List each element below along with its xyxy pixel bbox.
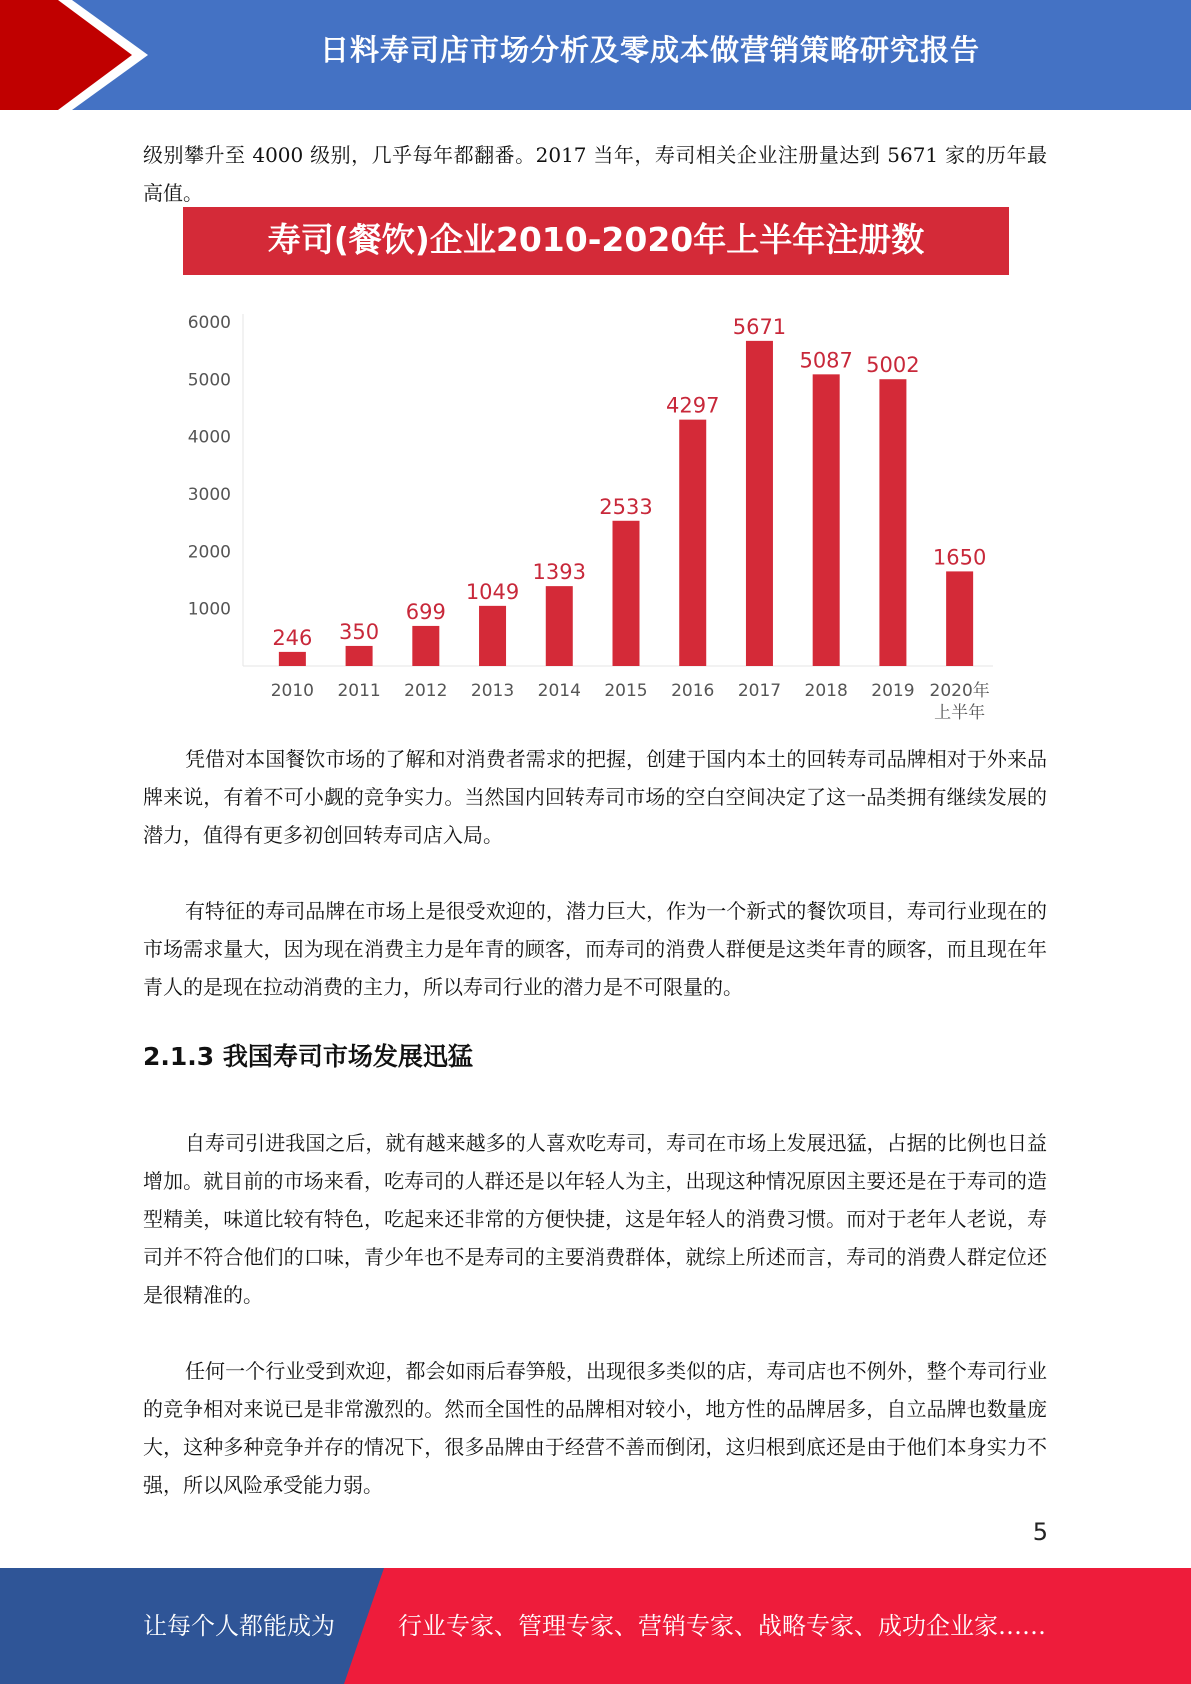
y-tick-label: 3000	[187, 485, 231, 505]
intro-paragraph: 级别攀升至 4000 级别，几乎每年都翻番。2017 当年，寿司相关企业注册量达到 5671 家的历年最高值。	[143, 143, 1047, 205]
bar	[279, 652, 306, 666]
footer-slogan-left: 让每个人都能成为	[143, 1612, 335, 1640]
x-tick-label: 2014	[537, 681, 581, 701]
footer-slogan-right: 行业专家、管理专家、营销专家、战略专家、成功企业家……	[398, 1612, 1046, 1640]
bar	[679, 420, 706, 666]
page-header	[0, 0, 1191, 110]
paragraph-3: 自寿司引进我国之后，就有越来越多的人喜欢吃寿司，寿司在市场上发展迅猛，占据的比例也日益增加。就目前的市场来看，吃寿司的人群还是以年轻人为主，出现这种情况原因主要还是在于寿司的造型精美，味道比较有特色，吃起来还非常的方便快捷，这是年轻人的消费习惯。而对于老年人老说，寿司并不符合他们的口味，青少年也不是寿司的主要消费群体，就综上所述而言，寿司的消费人群定位还是很精准的。	[143, 1131, 1047, 1307]
x-tick-label: 2010	[270, 681, 314, 701]
x-tick-label: 2020年	[929, 681, 990, 701]
x-tick-label: 2012	[404, 681, 448, 701]
page-footer	[0, 1568, 1191, 1684]
registration-bar-chart	[183, 290, 1009, 720]
x-tick-label: 2013	[470, 681, 515, 701]
y-tick-label: 4000	[187, 427, 231, 448]
paragraph-2: 有特征的寿司品牌在市场上是很受欢迎的，潜力巨大，作为一个新式的餐饮项目，寿司行业现在的市场需求量大，因为现在消费主力是年青的顾客，而寿司的消费人群便是这类年青的顾客，而且现在年青人的是现在拉动消费的主力，所以寿司行业的潜力是不可限量的。	[143, 899, 1047, 999]
bar-value-label: 1049	[465, 579, 520, 604]
section-heading: 2.1.3 我国寿司市场发展迅猛	[143, 1042, 473, 1071]
bar-value-label: 5671	[732, 314, 787, 339]
report-title: 日料寿司店市场分析及零成本做营销策略研究报告	[319, 33, 980, 67]
x-tick-label: 2015	[604, 681, 648, 701]
x-tick-label: 2011	[337, 681, 381, 701]
bar-value-label: 5087	[799, 348, 853, 373]
bar-value-label: 699	[405, 599, 446, 624]
paragraph-4: 任何一个行业受到欢迎，都会如雨后春笋般，出现很多类似的店，寿司店也不例外，整个寿司行业的竞争相对来说已是非常激烈的。然而全国性的品牌相对较小，地方性的品牌居多，自立品牌也数量庞大，这种多种竞争并存的情况下，很多品牌由于经营不善而倒闭，这归根到底还是由于他们本身实力不强，所以风险承受能力弱。	[143, 1359, 1047, 1497]
bar	[613, 521, 640, 666]
bar-value-label: 350	[339, 619, 380, 644]
y-tick-label: 6000	[187, 313, 231, 333]
y-tick-label: 1000	[187, 599, 231, 620]
paragraph-1: 凭借对本国餐饮市场的了解和对消费者需求的把握，创建于国内本土的回转寿司品牌相对于外来品牌来说，有着不可小觑的竞争实力。当然国内回转寿司市场的空白空间决定了这一品类拥有继续发展的潜力，值得有更多初创回转寿司店入局。	[143, 747, 1047, 847]
bar-value-label: 1650	[932, 545, 987, 570]
bar-value-label: 1393	[532, 560, 586, 585]
x-tick-label: 上半年	[934, 703, 986, 720]
x-tick-label: 2016	[671, 681, 715, 701]
bar	[412, 626, 439, 666]
y-tick-label: 2000	[187, 542, 231, 563]
page-number: 5	[1032, 1518, 1048, 1546]
bar	[813, 374, 840, 666]
bar	[946, 571, 973, 666]
chart-title-banner	[183, 207, 1009, 275]
bar	[546, 586, 573, 666]
bar-value-label: 246	[272, 625, 313, 650]
bar-value-label: 5002	[866, 353, 920, 378]
bar-value-label: 4297	[666, 393, 720, 418]
y-tick-label: 5000	[187, 370, 231, 391]
bar	[879, 379, 906, 666]
bar	[346, 646, 373, 666]
x-tick-label: 2018	[804, 681, 848, 701]
x-tick-label: 2019	[871, 681, 915, 701]
bar	[479, 606, 506, 666]
bar-value-label: 2533	[599, 494, 653, 519]
chart-title: 寿司(餐饮)企业2010-2020年上半年注册数	[267, 220, 925, 259]
x-tick-label: 2017	[737, 681, 782, 701]
bar	[746, 341, 773, 666]
